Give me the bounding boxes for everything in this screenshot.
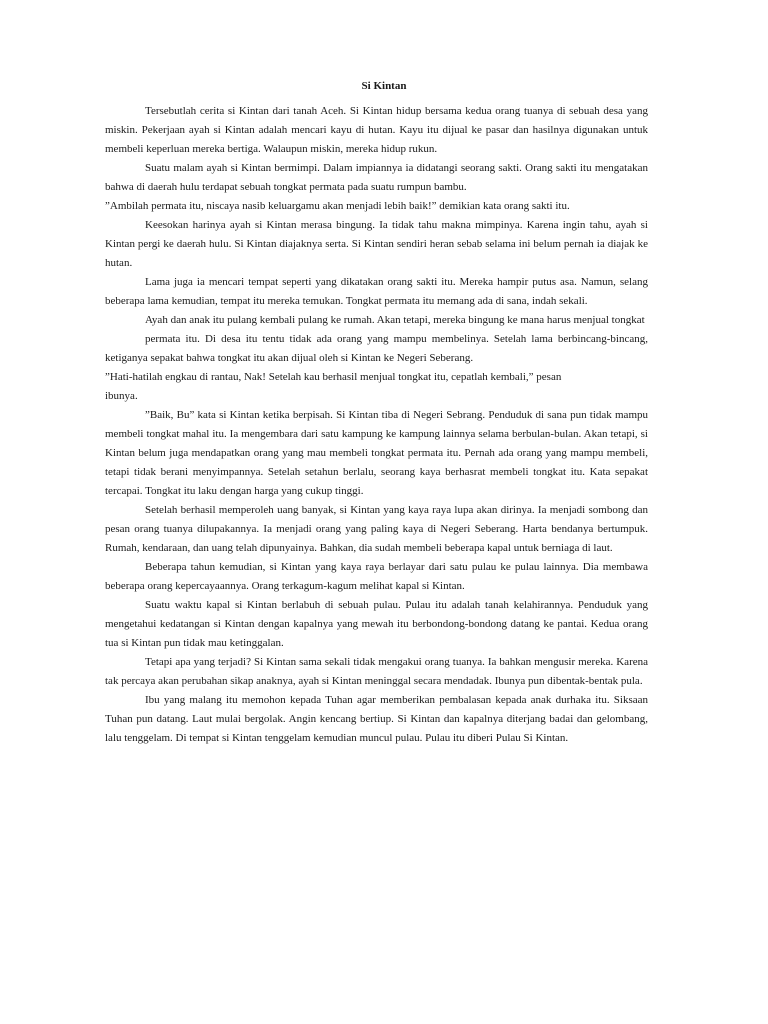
paragraph-5: Lama juga ia mencari tempat seperti yang dikatakan orang sakti itu. Mereka hampir putus asa. Namun, selang beberapa lama kemudian, tempat itu mereka temukan. Tongkat permata itu memang ada di sana, indah sekali. [105,276,648,307]
paragraph-13: Tetapi apa yang terjadi? Si Kintan sama sekali tidak mengakui orang tuanya. Ia bahkan mengusir mereka. Karena tak percaya akan perubahan sikap anaknya, ayah si Kintan meninggal secara mendadak. Ibunya pun dibentak-bentak pula. [105,656,648,687]
paragraph-11: Beberapa tahun kemudian, si Kintan yang kaya raya berlayar dari satu pulau ke pulau lainnya. Dia membawa beberapa orang kepercayaannya. Orang terkagum-kagum melihat kapal si Kintan. [105,561,648,592]
paragraph-6: Ayah dan anak itu pulang kembali pulang ke rumah. Akan tetapi, mereka bingung ke mana harus menjual tongkat [145,314,645,326]
paragraph-4: Keesokan harinya ayah si Kintan merasa bingung. Ia tidak tahu makna mimpinya. Karena ingin tahu, ayah si Kintan pergi ke daerah hulu. Si Kintan diajaknya serta. Si Kintan sendiri heran sebab selama ini belum pernah ia diajak ke hutan. [105,219,648,269]
document-body [105,102,648,748]
paragraph-3-quote: ”Ambilah permata itu, niscaya nasib keluargamu akan menjadi lebih baik!” demikian kata orang sakti itu. [105,200,570,212]
paragraph-2: Suatu malam ayah si Kintan bermimpi. Dalam impiannya ia didatangi seorang sakti. Orang sakti itu mengatakan bahwa di daerah hulu terdapat sebuah tongkat permata pada suatu rumpun bambu. [105,162,648,193]
document-title: Si Kintan [361,80,407,92]
paragraph-9: ”Baik, Bu” kata si Kintan ketika berpisah. Si Kintan tiba di Negeri Sebrang. Penduduk di sana pun tidak mampu membeli tongkat mahal itu. Ia mengembara dari satu kampung ke kampung lainnya selama berbulan-bulan. Akan tetapi, si Kintan belum juga mendapatkan orang yang mau membeli tongkat permata itu. Pernah ada orang yang mampu membeli, tetapi tidak berani menyimpannya. Setelah setahun berlalu, seorang kaya berhasrat membeli tongkat itu. Kata sepakat tercapai. Tongkat itu laku dengan harga yang cukup tinggi. [105,409,648,497]
paragraph-10: Setelah berhasil memperoleh uang banyak, si Kintan yang kaya raya lupa akan dirinya. Ia menjadi sombong dan pesan orang tuanya dilupakannya. Ia menjadi orang yang paling kaya di Negeri Seberang. Harta bendanya bertumpuk. Rumah, kendaraan, dan uang telah dipunyainya. Bahkan, dia sudah membeli beberapa kapal untuk berniaga di laut. [105,504,648,554]
paragraph-1: Tersebutlah cerita si Kintan dari tanah Aceh. Si Kintan hidup bersama kedua orang tuanya di sebuah desa yang miskin. Pekerjaan ayah si Kintan adalah mencari kayu di hutan. Kayu itu dijual ke pasar dan hasilnya digunakan untuk membeli keperluan mereka bertiga. Walaupun miskin, mereka hidup rukun. [105,105,648,155]
paragraph-8-continuation: ibunya. [105,390,138,402]
paragraph-8-quote: ”Hati-hatilah engkau di rantau, Nak! Setelah kau berhasil menjual tongkat itu, cepatlah kembali,” pesan [105,371,562,383]
paragraph-7: permata itu. Di desa itu tentu tidak ada orang yang mampu membelinya. Setelah lama berbincang-bincang, ketiganya sepakat bahwa tongkat itu akan dijual oleh si Kintan ke Negeri Seberang. [105,333,648,364]
paragraph-12: Suatu waktu kapal si Kintan berlabuh di sebuah pulau. Pulau itu adalah tanah kelahirannya. Penduduk yang mengetahui kedatangan si Kintan dengan kapalnya yang mewah itu berbondong-bondong datang ke pantai. Kedua orang tua si Kintan pun tidak mau ketinggalan. [105,599,648,649]
paragraph-14: Ibu yang malang itu memohon kepada Tuhan agar memberikan pembalasan kepada anak durhaka itu. Siksaan Tuhan pun datang. Laut mulai bergolak. Angin kencang bertiup. Si Kintan dan kapalnya diterjang badai dan gelombang, lalu tenggelam. Di tempat si Kintan tenggelam kemudian muncul pulau. Pulau itu diberi Pulau Si Kintan. [105,694,648,744]
